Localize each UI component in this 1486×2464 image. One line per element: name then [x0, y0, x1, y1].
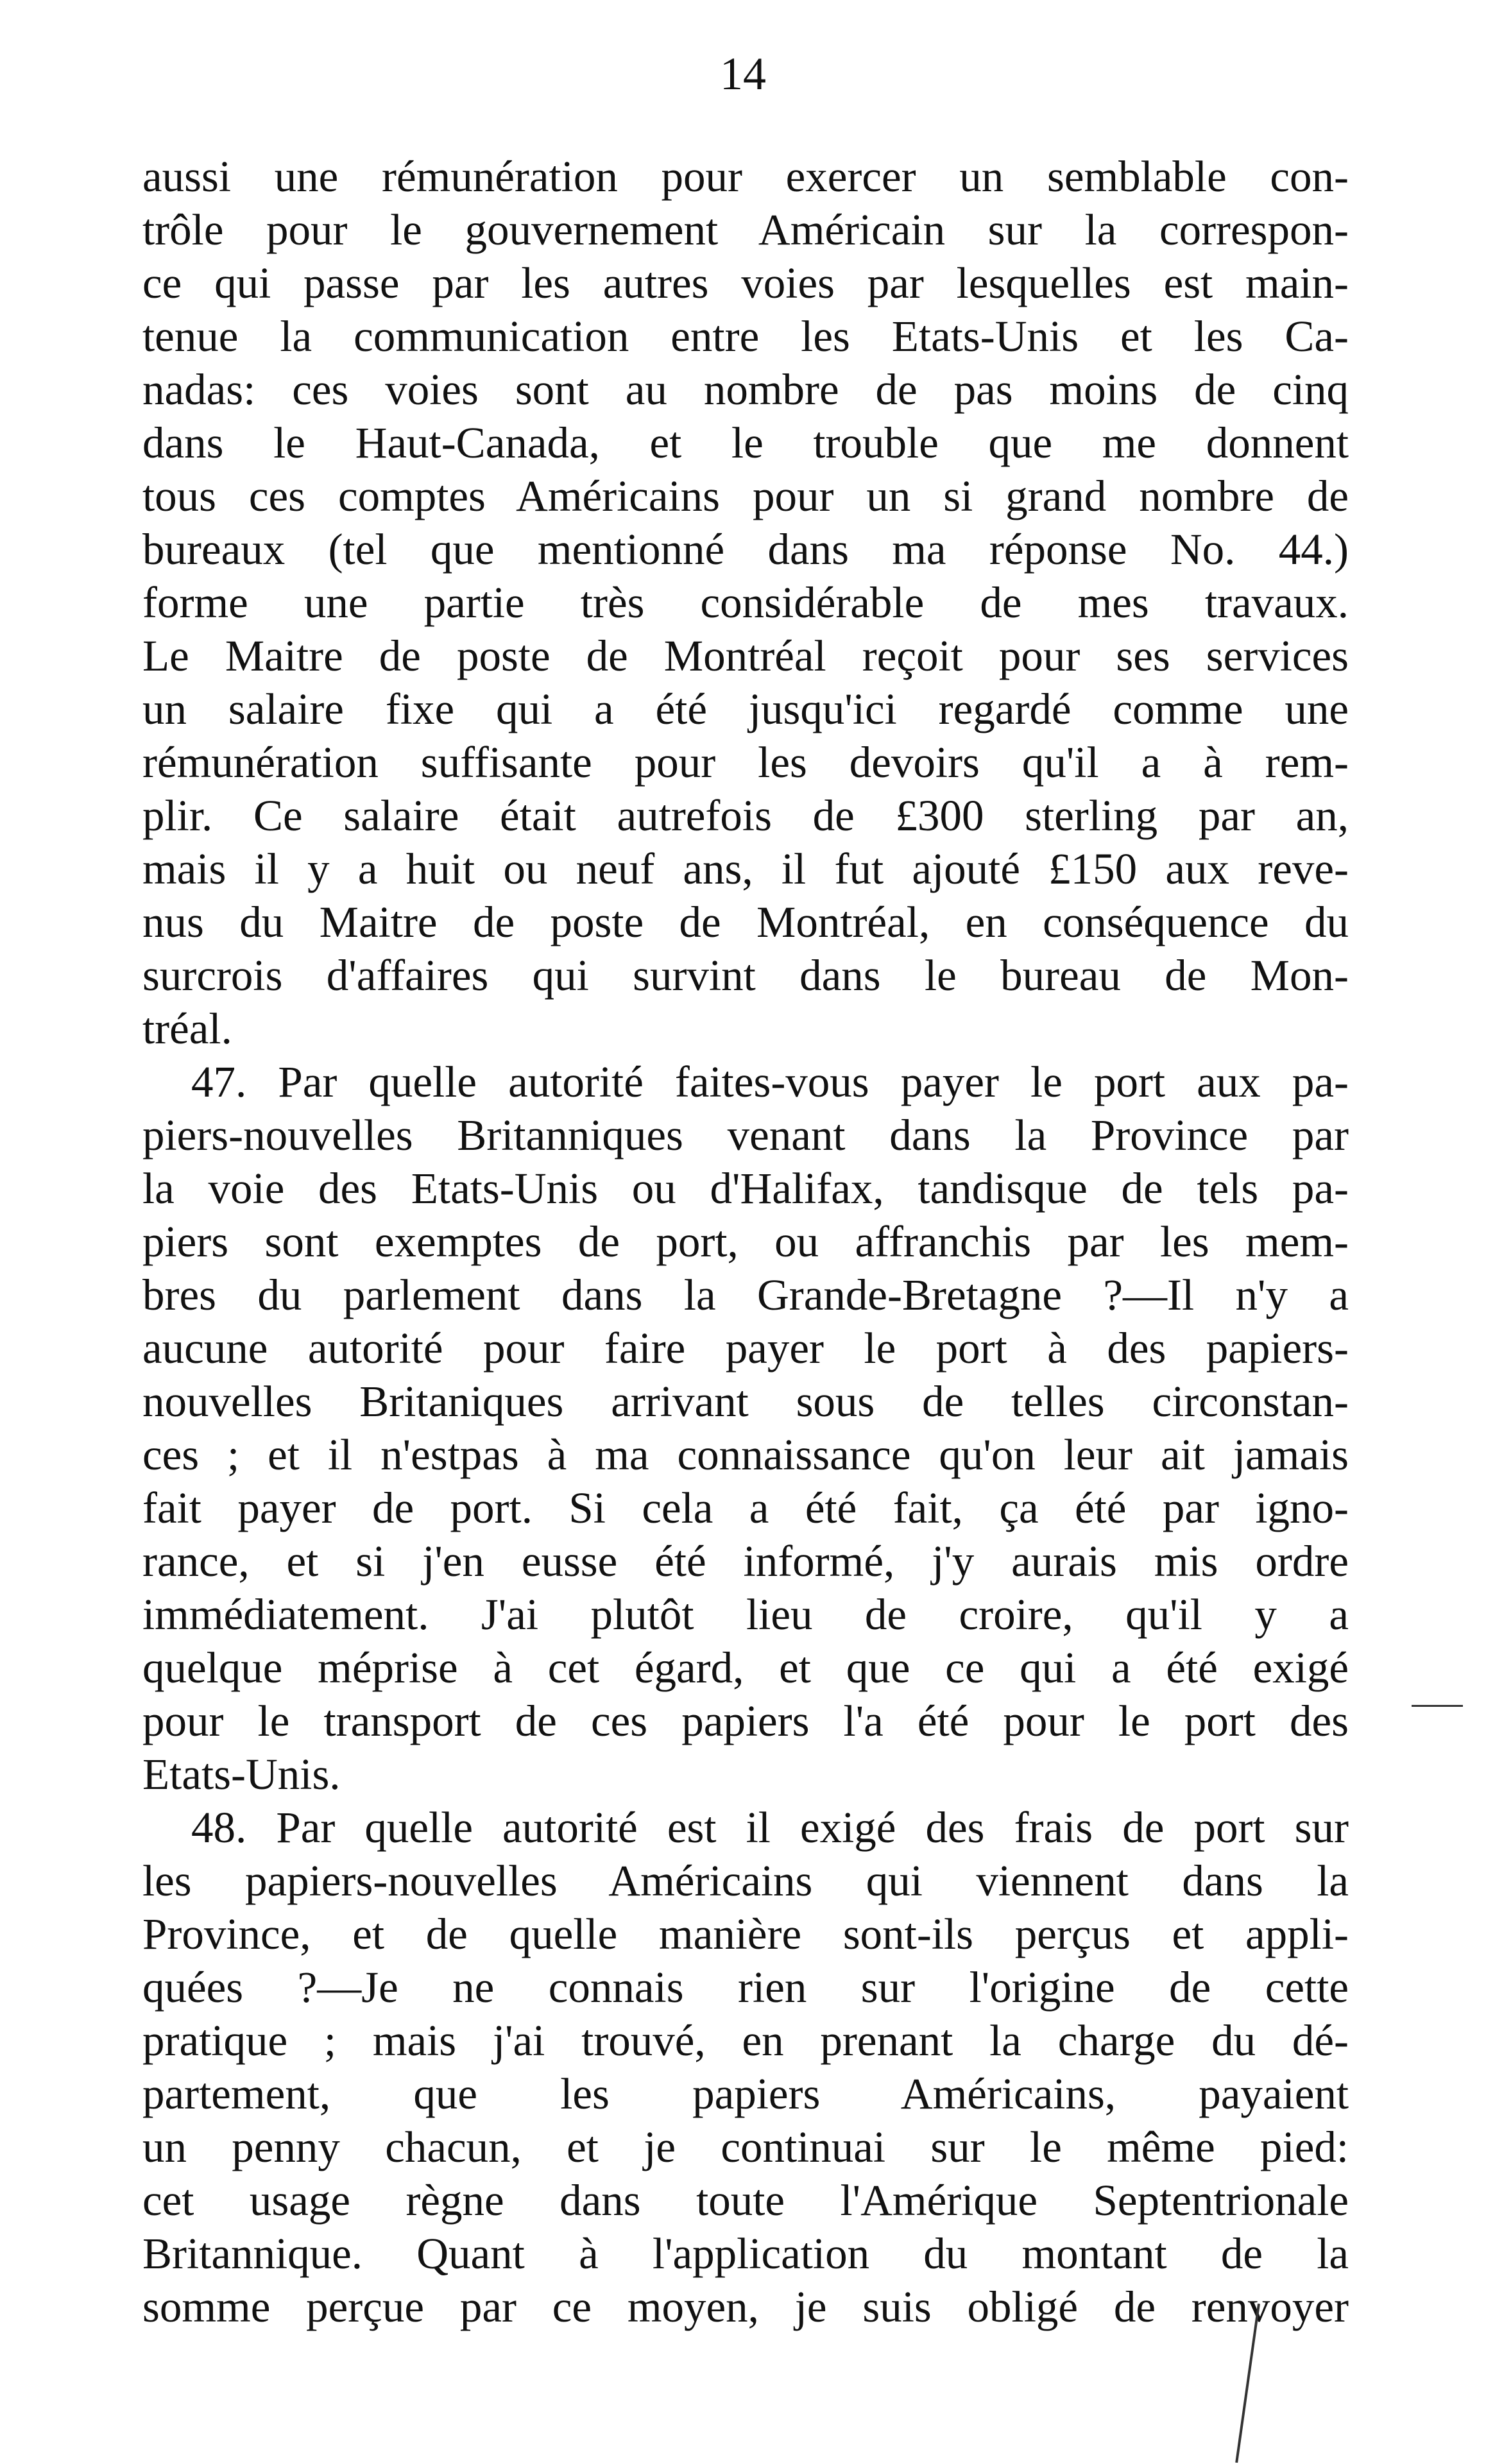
- text-line: immédiatement. J'ai plutôt lieu de croire, qu'il y a: [142, 1590, 1349, 1639]
- text-line: fait payer de port. Si cela a été fait, ça été par igno-: [142, 1484, 1349, 1532]
- text-line: trôle pour le gouvernement Américain sur la correspon-: [142, 205, 1349, 254]
- text-line: bureaux (tel que mentionné dans ma réponse No. 44.): [142, 525, 1349, 574]
- text-line: aucune autorité pour faire payer le port à des papiers-: [142, 1324, 1349, 1373]
- body-text: [142, 150, 1349, 2334]
- text-line: quelque méprise à cet égard, et que ce qui a été exigé: [142, 1643, 1349, 1692]
- text-line: forme une partie très considérable de mes travaux.: [142, 578, 1349, 627]
- text-line: partement, que les papiers Américains, payaient: [142, 2069, 1349, 2118]
- text-line: mais il y a huit ou neuf ans, il fut ajouté £150 aux reve-: [142, 844, 1349, 893]
- text-line: ces ; et il n'estpas à ma connaissance qu'on leur ait jamais: [142, 1430, 1349, 1479]
- text-line: Le Maitre de poste de Montréal reçoit pour ses services: [142, 631, 1349, 680]
- text-line: Province, et de quelle manière sont-ils perçus et appli-: [142, 1910, 1349, 1958]
- text-line: un penny chacun, et je continuai sur le même pied:: [142, 2123, 1349, 2171]
- question-48-line: 48. Par quelle autorité est il exigé des frais de port sur: [191, 1803, 1349, 1852]
- text-line: piers-nouvelles Britanniques venant dans la Province par: [142, 1111, 1349, 1159]
- text-line: rance, et si j'en eusse été informé, j'y aurais mis ordre: [142, 1537, 1349, 1586]
- text-line: nadas: ces voies sont au nombre de pas moins de cinq: [142, 365, 1349, 414]
- text-line: nus du Maitre de poste de Montréal, en conséquence du: [142, 898, 1349, 946]
- question-47-line: 47. Par quelle autorité faites-vous payer le port aux pa-: [191, 1057, 1349, 1106]
- text-line: un salaire fixe qui a été jusqu'ici regardé comme une: [142, 685, 1349, 733]
- text-line: cet usage règne dans toute l'Amérique Septentrionale: [142, 2176, 1349, 2225]
- text-line: pratique ; mais j'ai trouvé, en prenant la charge du dé-: [142, 2016, 1349, 2065]
- text-line: quées ?—Je ne connais rien sur l'origine de cette: [142, 1963, 1349, 2012]
- text-line: la voie des Etats-Unis ou d'Halifax, tandisque de tels pa-: [142, 1164, 1349, 1213]
- text-line: pour le transport de ces papiers l'a été pour le port des: [142, 1697, 1349, 1745]
- text-line: ce qui passe par les autres voies par lesquelles est main-: [142, 259, 1349, 307]
- text-line: plir. Ce salaire était autrefois de £300 sterling par an,: [142, 791, 1349, 840]
- text-line: surcrois d'affaires qui survint dans le bureau de Mon-: [142, 951, 1349, 1000]
- text-line: bres du parlement dans la Grande-Bretagne ?—Il n'y a: [142, 1270, 1349, 1319]
- text-line: tous ces comptes Américains pour un si grand nombre de: [142, 472, 1349, 520]
- text-line: piers sont exemptes de port, ou affranchis par les mem-: [142, 1217, 1349, 1266]
- text-line: tréal.: [142, 1004, 232, 1053]
- text-line: Etats-Unis.: [142, 1750, 341, 1799]
- text-line: les papiers-nouvelles Américains qui viennent dans la: [142, 1856, 1349, 1905]
- text-line: tenue la communication entre les Etats-Unis et les Ca-: [142, 312, 1349, 361]
- text-line: somme perçue par ce moyen, je suis obligé de renvoyer: [142, 2282, 1349, 2331]
- page-number: 14: [720, 48, 766, 99]
- text-line: dans le Haut-Canada, et le trouble que me donnent: [142, 418, 1349, 467]
- text-line: aussi une rémunération pour exercer un semblable con-: [142, 152, 1349, 201]
- text-line: Britannique. Quant à l'application du montant de la: [142, 2229, 1349, 2278]
- margin-rule: [1412, 1705, 1463, 1707]
- text-line: rémunération suffisante pour les devoirs qu'il a à rem-: [142, 738, 1349, 787]
- text-line: nouvelles Britaniques arrivant sous de telles circonstan-: [142, 1377, 1349, 1426]
